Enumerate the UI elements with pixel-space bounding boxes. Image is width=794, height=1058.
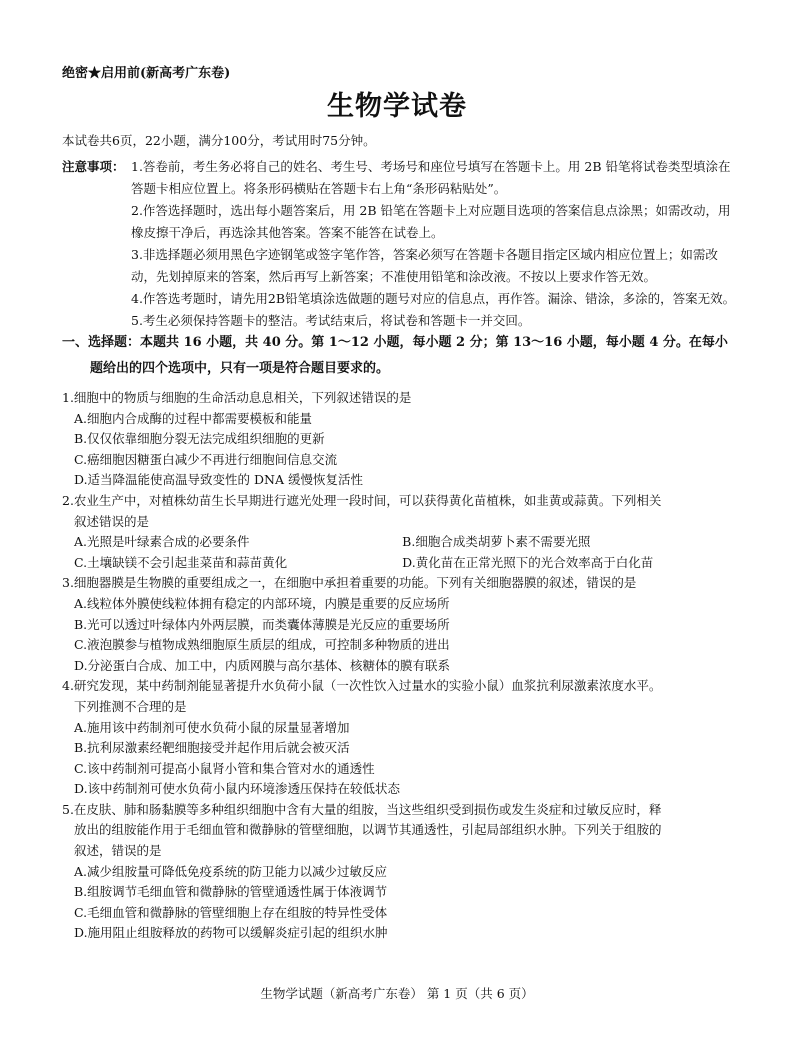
question-stem-cont: 放出的组胺能作用于毛细血管和微静脉的管壁细胞，以调节其通透性，引起局部组织水肿。下列关于组胺的 — [74, 822, 662, 838]
option-a: A.光照是叶绿素合成的必要条件 — [74, 534, 250, 550]
option-a: A.细胞内合成酶的过程中都需要模板和能量 — [74, 410, 313, 426]
option-b: B.仅仅依靠细胞分裂无法完成组织细胞的更新 — [74, 431, 325, 447]
option-b: B.细胞合成类胡萝卜素不需要光照 — [402, 534, 591, 550]
question-4 — [62, 676, 742, 800]
question-stem: 5.在皮肤、肺和肠黏膜等多种组织细胞中含有大量的组胺，当这些组织受到损伤或发生炎症和过敏反应时，释 — [62, 801, 662, 817]
page-title: 生物学试卷 — [327, 91, 467, 122]
question-stem-cont: 叙述错误的是 — [74, 513, 150, 529]
exam-intro: 本试卷共6页，22小题，满分100分，考试用时75分钟。 — [62, 133, 376, 148]
question-5 — [62, 800, 742, 944]
option-c: C.土壤缺镁不会引起韭菜苗和蒜苗黄化 — [74, 554, 288, 570]
question-stem: 2.农业生产中，对植株幼苗生长早期进行遮光处理一段时间，可以获得黄化苗植株，如韭黄或蒜黄。下列相关 — [62, 492, 662, 508]
note-item: 3.非选择题必须用黑色字迹钢笔或签字笔作答，答案必须写在答题卡各题目指定区域内相应位置上；如需改动，先划掉原来的答案，然后再写上新答案；不准使用铅笔和涂改液。不按以上要求作答无效。 — [131, 247, 718, 284]
option-a: A.线粒体外膜使线粒体拥有稳定的内部环境，内膜是重要的反应场所 — [74, 595, 450, 611]
option-c: C.该中药制剂可提高小鼠肾小管和集合管对水的通透性 — [74, 760, 375, 776]
option-c: C.毛细血管和微静脉的管壁细胞上存在组胺的特异性受体 — [74, 904, 388, 920]
option-a: A.施用该中药制剂可使水负荷小鼠的尿量显著增加 — [74, 719, 350, 735]
section-heading — [62, 330, 742, 382]
question-stem: 1.细胞中的物质与细胞的生命活动息息相关，下列叙述错误的是 — [62, 390, 412, 405]
questions-list — [62, 388, 742, 944]
question-stem-cont: 下列推测不合理的是 — [74, 698, 187, 714]
page-footer: 生物学试题（新高考广东卷） 第 1 页（共 6 页） — [260, 986, 534, 1001]
question-2 — [62, 491, 742, 573]
section-line-2: 题给出的四个选项中，只有一项是符合题目要求的。 — [90, 361, 390, 376]
option-c: C.癌细胞因糖蛋白减少不再进行细胞间信息交流 — [74, 451, 338, 467]
question-3 — [62, 573, 742, 676]
option-b: B.抗利尿激素经靶细胞接受并起作用后就会被灭活 — [74, 740, 350, 756]
note-item: 5.考生必须保持答题卡的整洁。考试结束后，将试卷和答题卡一并交回。 — [131, 313, 531, 328]
question-1 — [62, 388, 742, 491]
notes-label: 注意事项： — [62, 159, 125, 174]
option-c: C.液泡膜参与植物成熟细胞原生质层的组成，可控制多种物质的进出 — [74, 637, 450, 653]
option-d: D.施用阻止组胺释放的药物可以缓解炎症引起的组织水肿 — [74, 925, 388, 941]
question-stem: 3.细胞器膜是生物膜的重要组成之一，在细胞中承担着重要的功能。下列有关细胞器膜的叙述，错误的是 — [62, 575, 637, 591]
option-a: A.减少组胺量可降低免疫系统的防卫能力以减少过敏反应 — [74, 863, 388, 879]
option-d: D.黄化苗在正常光照下的光合效率高于白化苗 — [402, 554, 654, 570]
option-b: B.组胺调节毛细血管和微静脉的管壁通透性属于体液调节 — [74, 884, 388, 900]
confidential-label: 绝密★启用前(新高考广东卷) — [62, 66, 231, 81]
notes-block — [62, 156, 742, 332]
option-b: B.光可以透过叶绿体内外两层膜，而类囊体薄膜是光反应的重要场所 — [74, 616, 450, 632]
question-stem-cont: 叙述，错误的是 — [74, 843, 162, 859]
note-item: 2.作答选择题时，选出每小题答案后，用 2B 铅笔在答题卡上对应题目选项的答案信息点涂黑；如需改动，用橡皮擦干净后，再选涂其他答案。答案不能答在试卷上。 — [131, 203, 731, 240]
option-d: D.该中药制剂可使水负荷小鼠内环境渗透压保持在较低状态 — [74, 781, 401, 797]
section-line-1: 一、选择题：本题共 16 小题，共 40 分。第 1～12 小题，每小题 2 分；第 13～16 小题，每小题 4 分。在每小 — [62, 335, 728, 350]
option-d: D.适当降温能使高温导致变性的 DNA 缓慢恢复活性 — [74, 472, 363, 488]
note-item: 4.作答选考题时，请先用2B铅笔填涂选做题的题号对应的信息点，再作答。漏涂、错涂，多涂的，答案无效。 — [131, 291, 736, 306]
question-stem: 4.研究发现，某中药制剂能显著提升水负荷小鼠（一次性饮入过量水的实验小鼠）血浆抗利尿激素浓度水平。 — [62, 678, 662, 694]
note-item: 1.答卷前，考生务必将自己的姓名、考生号、考场号和座位号填写在答题卡上。用 2B 铅笔将试卷类型填涂在答题卡相应位置上。将条形码横贴在答题卡右上角“条形码粘贴处”。 — [131, 159, 731, 196]
option-d: D.分泌蛋白合成、加工中，内质网膜与高尔基体、核糖体的膜有联系 — [74, 657, 451, 673]
